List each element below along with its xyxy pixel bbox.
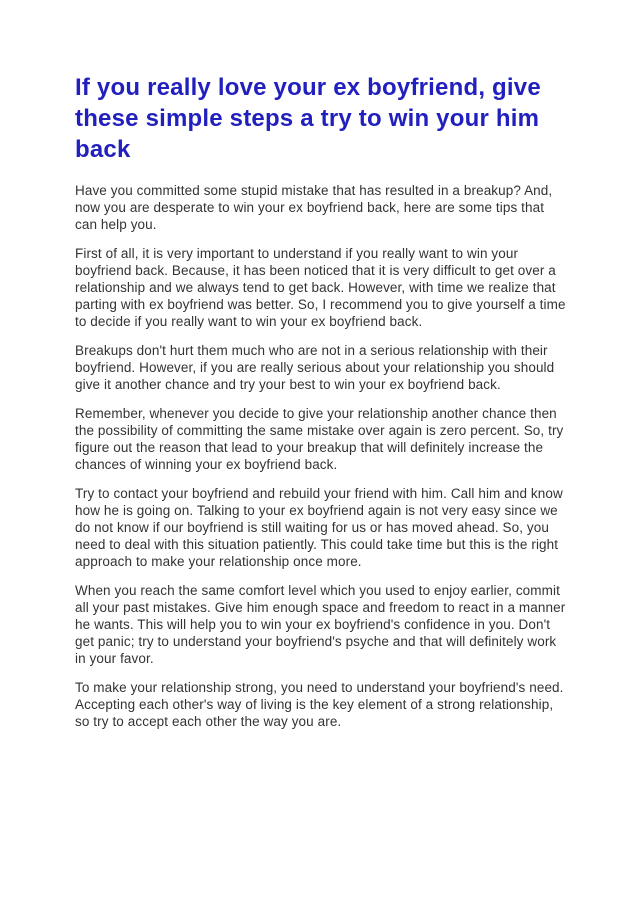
paragraph-intro: Have you committed some stupid mistake that has resulted in a breakup? And, now you are desperate to win your ex boyfriend back, here are some tips that can help you. <box>75 183 553 232</box>
paragraph-strong-relationship: To make your relationship strong, you need to understand your boyfriend's need. Accepting each other's way of living is the key element of a strong relationship, so try to accept each other the way you are. <box>75 680 564 729</box>
paragraph-contact-boyfriend: Try to contact your boyfriend and rebuild your friend with him. Call him and know how he is going on. Talking to your ex boyfriend again is not very easy since we do not know if our boyfriend is still waiting for us or has moved ahead. So, you need to deal with this situation patiently. This could take time but this is the right approach to make your relationship once more. <box>75 486 563 569</box>
paragraph-understand-wants: First of all, it is very important to understand if you really want to win your boyfriend back. Because, it has been noticed that it is very difficult to get over a relationship and we always tend to get back. However, with time we realize that parting with ex boyfriend was better. So, I recommend you to give yourself a time to decide if you really want to win your ex boyfriend back. <box>75 246 566 329</box>
paragraph-comfort-level: When you reach the same comfort level which you used to enjoy earlier, commit all your past mistakes. Give him enough space and freedom to react in a manner he wants. This will help you to win your ex boyfriend's confidence in you. Don't get panic; try to understand your boyfriend's psyche and that will definitely work in your favor. <box>75 583 566 666</box>
page-title: If you really love your ex boyfriend, give these simple steps a try to win your him back <box>75 74 541 163</box>
paragraph-breakups-hurt: Breakups don't hurt them much who are not in a serious relationship with their boyfriend. However, if you are really serious about your relationship you should give it another chance and try your best to win your ex boyfriend back. <box>75 343 555 392</box>
paragraph-remember-mistakes: Remember, whenever you decide to give your relationship another chance then the possibility of committing the same mistake over again is zero percent. So, try figure out the reason that lead to your breakup that will definitely increase the chances of winning your ex boyfriend back. <box>75 406 564 472</box>
